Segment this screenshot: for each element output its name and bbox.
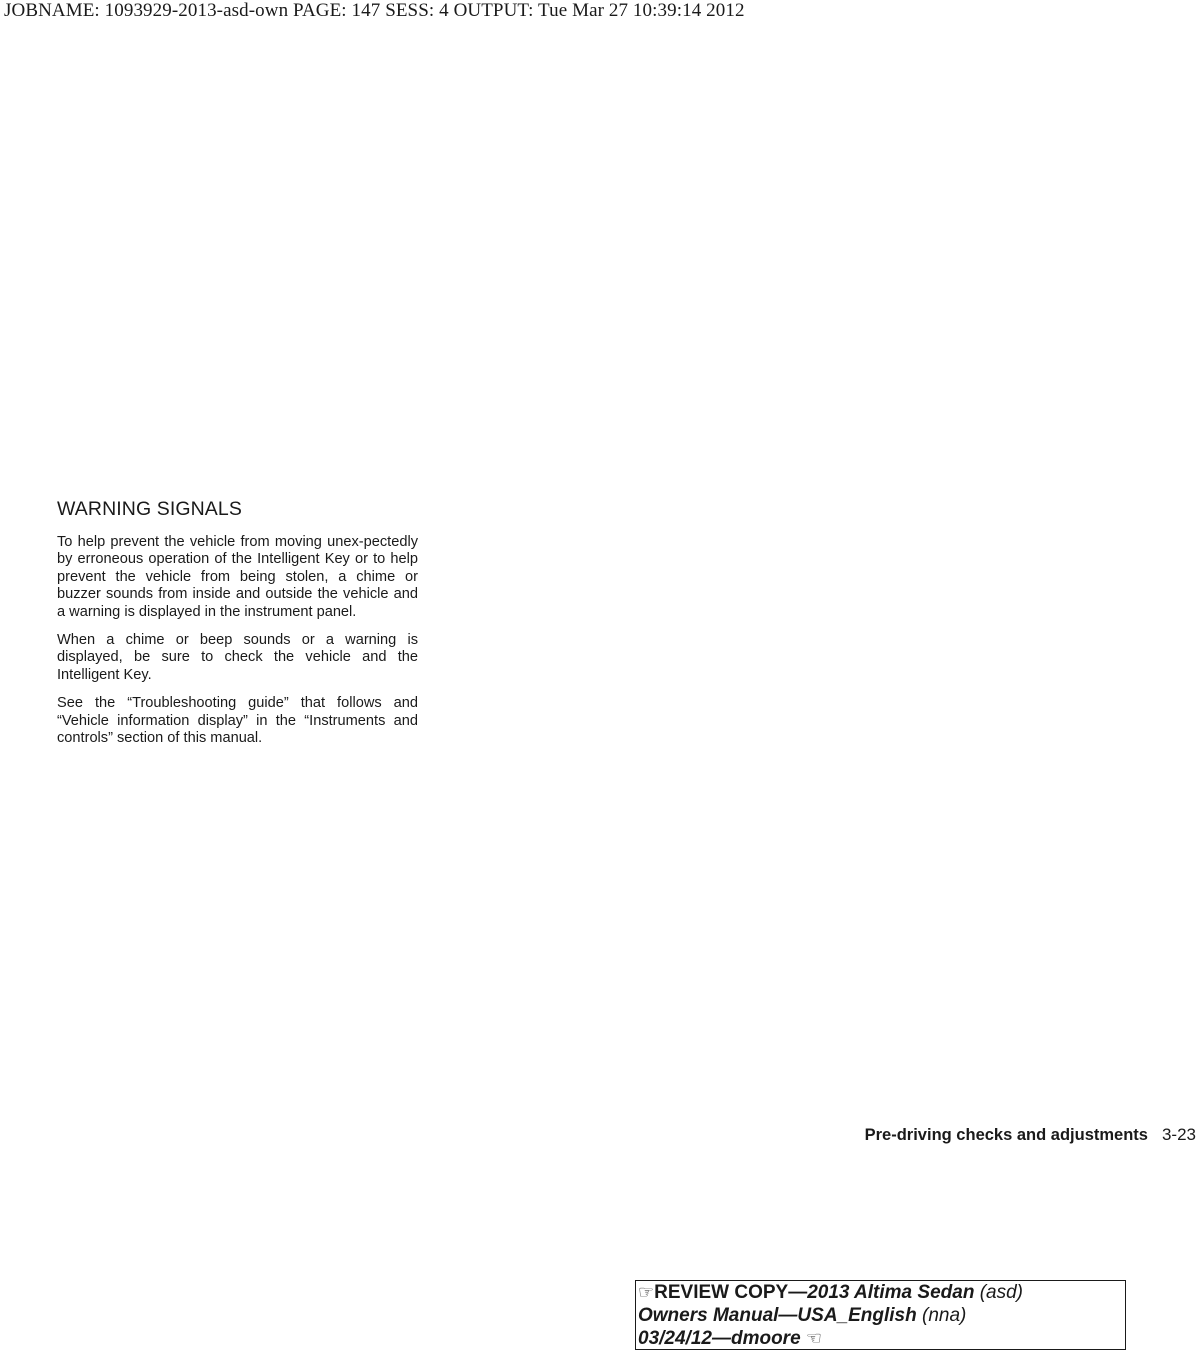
jobname-header: JOBNAME: 1093929-2013-asd-own PAGE: 147 SESS: 4 OUTPUT: Tue Mar 27 10:39:14 2012 — [4, 0, 745, 21]
pointing-hand-right-icon: ☞ — [638, 1282, 655, 1303]
warning-signals-section — [57, 497, 418, 758]
paragraph-2: When a chime or beep sounds or a warning is displayed, be sure to check the vehicle and the Intelligent Key. — [57, 632, 418, 683]
footer-section-name: Pre-driving checks and adjustments — [864, 1126, 1148, 1144]
model-name: 2013 Altima Sedan — [807, 1282, 975, 1303]
review-copy-label: REVIEW COPY— — [654, 1282, 808, 1303]
paragraph-1: To help prevent the vehicle from moving unex-pectedly by erroneous operation of the Intelligent Key or to help prevent the vehicle from being stolen, a chime or buzzer sounds from inside and outside the vehicle and a warning is displayed in the instrument panel. — [57, 534, 418, 620]
manual-code: (nna) — [916, 1305, 967, 1326]
paragraph-3: See the “Troubleshooting guide” that follows and “Vehicle information display” in the “Instruments and controls” section of this manual. — [57, 695, 418, 747]
review-line-1 — [638, 1281, 1125, 1304]
page-number: 3-23 — [1161, 1125, 1196, 1144]
model-code: (asd) — [974, 1282, 1024, 1303]
page-footer — [865, 1125, 1196, 1145]
review-line-2 — [638, 1304, 1125, 1327]
section-heading: WARNING SIGNALS — [57, 498, 242, 520]
review-line-3 — [638, 1327, 1125, 1350]
manual-name: Owners Manual—USA_English — [638, 1305, 917, 1326]
pointing-hand-left-icon: ☜ — [805, 1328, 823, 1349]
date-author: 03/24/12—dmoore — [638, 1328, 801, 1349]
review-copy-box — [635, 1280, 1126, 1350]
